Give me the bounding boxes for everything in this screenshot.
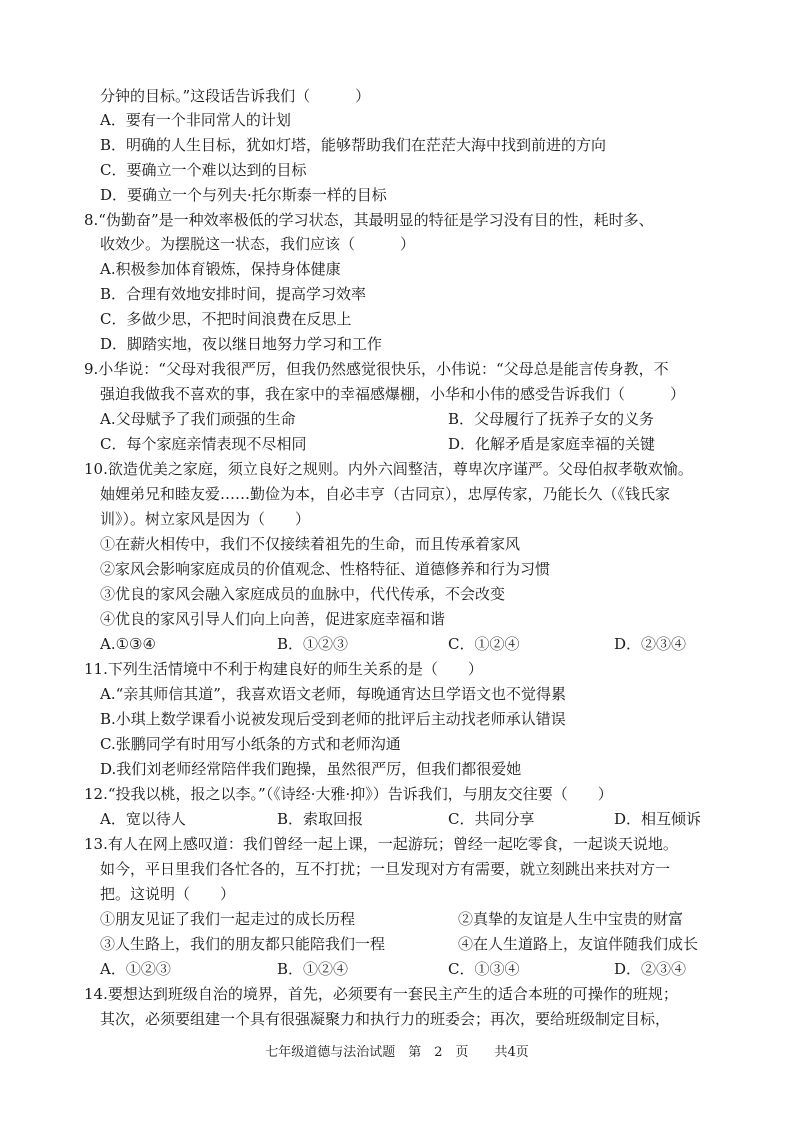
question-10-stem: 训》）。树立家风是因为（ ）	[100, 510, 311, 528]
statement-4: ④优良的家风引导人们向上向善，促进家庭幸福和谐	[100, 610, 446, 628]
statement-1: ①在薪火相传中，我们不仅接续着祖先的生命，而且传承着家风	[100, 535, 521, 553]
option-c: C．①②④	[448, 635, 520, 653]
option-b: B．父母履行了抚养子女的义务	[448, 410, 655, 428]
question-13-stem: 13.有人在网上感叹道：我们曾经一起上课，一起游玩；曾经一起吃零食，一起谈天说地。	[84, 835, 678, 853]
page-footer: 七年级道德与法治试题 第 2 页 共4页	[265, 1045, 529, 1060]
statement-1: ①朋友见证了我们一起走过的成长历程	[100, 910, 356, 928]
option-b: B．①②④	[277, 960, 349, 978]
question-9-stem: 9.小华说：“父母对我很严厉，但我仍然感觉很快乐，小伟说：“父母总是能言传身教，不	[84, 360, 669, 378]
question-8-stem: 8.“伪勤奋”是一种效率极低的学习状态，其最明显的特征是学习没有目的性，耗时多、	[84, 211, 654, 229]
option-c: C．①③④	[448, 960, 520, 978]
option-c: C．多做少思，不把时间浪费在反思上	[100, 310, 352, 328]
option-a: A．要有一个非同常人的计划	[100, 111, 291, 129]
option-a: A.“亲其师信其道”，我喜欢语文老师，每晚通宵达旦学语文也不觉得累	[100, 685, 566, 703]
option-a: A．①②③	[100, 960, 171, 978]
option-c: C.张鹏同学有时用写小纸条的方式和老师沟通	[100, 735, 401, 753]
question-13-stem: 把。这说明（ ）	[100, 885, 236, 903]
option-b: B．明确的人生目标，犹如灯塔，能够帮助我们在茫茫大海中找到前进的方向	[100, 136, 607, 154]
option-c: C．每个家庭亲情表现不尽相同	[100, 435, 307, 453]
question-13-stem: 如今，平日里我们各忙各的，互不打扰；一旦发现对方有需要，就立刻跳出来扶对方一	[100, 860, 671, 878]
option-b: B．索取回报	[277, 810, 364, 828]
question-9-stem: 强迫我做我不喜欢的事，我在家中的幸福感爆棚，小华和小伟的感受告诉我们（ ）	[100, 385, 686, 403]
option-a: A.积极参加体育锻炼，保持身体健康	[100, 260, 341, 278]
option-d: D．脚踏实地，夜以继日地努力学习和工作	[100, 335, 383, 353]
question-10-stem: 妯娌弟兄和睦友爱……勤俭为本，自必丰亨（古同京），忠厚传家，乃能长久（《钱氏家	[100, 485, 671, 503]
statement-3: ③优良的家风会融入家庭成员的血脉中，代代传承，不会改变	[100, 585, 506, 603]
question-11-stem: 11.下列生活情境中不利于构建良好的师生关系的是（ ）	[84, 660, 483, 678]
option-d: D．化解矛盾是家庭幸福的关键	[448, 435, 656, 453]
question-12-stem: 12.“投我以桃，报之以李。”（《诗经·大雅·抑》）告诉我们，与朋友交往要（ ）	[84, 785, 613, 803]
question-14-stem: 其次，必须要组建一个具有很强凝聚力和执行力的班委会；再次，要给班级制定目标，	[100, 1010, 671, 1028]
statement-4: ④在人生道路上，友谊伴随我们成长	[458, 935, 699, 953]
option-a: A.①③④	[100, 635, 156, 653]
option-d: D.我们刘老师经常陪伴我们跑操，虽然很严厉，但我们都很爱她	[100, 760, 522, 778]
option-a: A.父母赋予了我们顽强的生命	[100, 410, 296, 428]
option-d: D．②③④	[614, 635, 687, 653]
option-d: D．②③④	[614, 960, 687, 978]
option-b: B．合理有效地安排时间，提高学习效率	[100, 285, 367, 303]
question-10-stem: 10.欲造优美之家庭，须立良好之规则。内外六闾整洁，尊卑次序谨严。父母伯叔孝敬欢愉。	[84, 460, 693, 478]
statement-3: ③人生路上，我们的朋友都只能陪我们一程	[100, 935, 386, 953]
question-14-stem: 14.要想达到班级自治的境界，首先，必须要有一套民主产生的适合本班的可操作的班规；	[84, 985, 678, 1003]
question-8-stem: 收效少。为摆脱这一状态，我们应该（ ）	[100, 235, 416, 253]
option-a: A．宽以待人	[100, 810, 186, 828]
text-line: 分钟的目标。”这段话告诉我们（ ）	[100, 87, 371, 105]
statement-2: ②真挚的友谊是人生中宝贵的财富	[458, 910, 684, 928]
option-c: C．要确立一个难以达到的目标	[100, 161, 307, 179]
option-b: B．①②③	[277, 635, 349, 653]
option-d: D．相互倾诉	[614, 810, 702, 828]
option-d: D．要确立一个与列夫·托尔斯泰一样的目标	[100, 186, 387, 204]
option-c: C．共同分享	[448, 810, 535, 828]
statement-2: ②家风会影响家庭成员的价值观念、性格特征、道德修养和行为习惯	[100, 560, 551, 578]
option-b: B.小琪上数学课看小说被发现后受到老师的批评后主动找老师承认错误	[100, 710, 566, 728]
